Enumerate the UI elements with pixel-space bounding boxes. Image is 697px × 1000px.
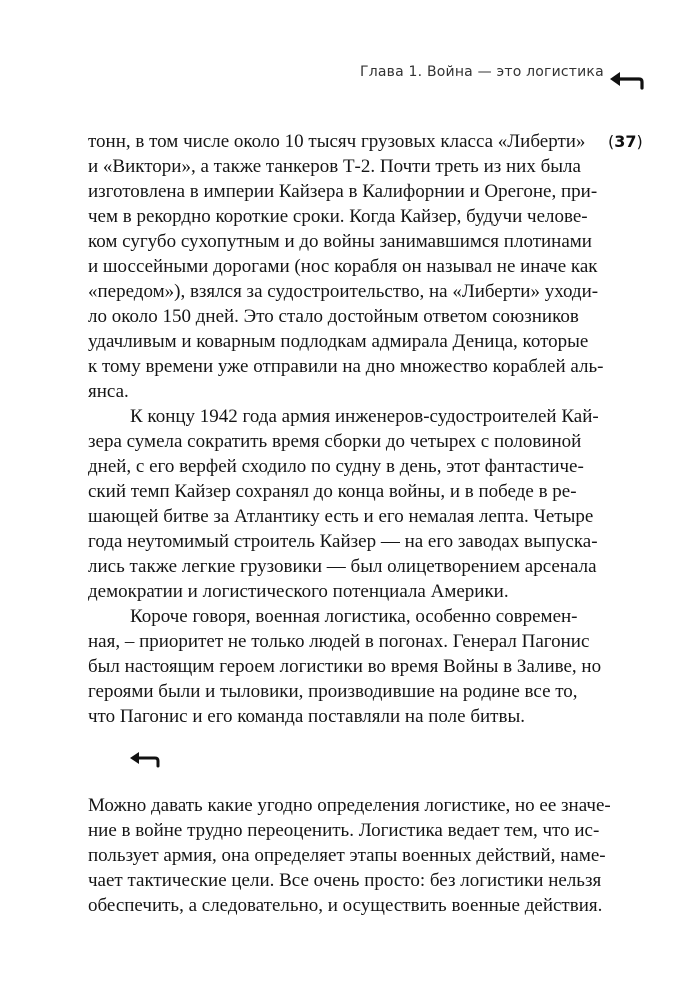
text-line: зера сумела сократить время сборки до четырех с половиной — [88, 431, 582, 452]
return-arrow-icon[interactable] — [608, 70, 644, 90]
text-line: изготовлена в империи Кайзера в Калифорнии и Орегоне, при- — [88, 181, 598, 202]
text-line: и «Виктори», а также танкеров Т-2. Почти треть из них была — [88, 156, 581, 177]
text-line: к тому времени уже отправили на дно множество кораблей аль- — [88, 356, 604, 377]
text-line: демократии и логистического потенциала Америки. — [88, 581, 509, 602]
text-line: и шоссейными дорогами (нос корабля он называл не иначе как — [88, 256, 598, 277]
text-line: тонн, в том числе около 10 тысяч грузовых класса «Либерти» — [88, 131, 586, 152]
running-header-chapter-title: Глава 1. Война — это логистика — [360, 64, 604, 80]
text-line: ние в войне трудно переоценить. Логистика ведает тем, что ис- — [88, 820, 600, 841]
text-line: Можно давать какие угодно определения логистике, но ее значе- — [88, 795, 611, 816]
text-line: года неутомимый строитель Кайзер — на его заводах выпуска- — [88, 531, 598, 552]
text-line: К концу 1942 года армия инженеров-судостроителей Кай- — [130, 406, 599, 427]
text-line: чает тактические цели. Все очень просто: без логистики нельзя — [88, 870, 602, 891]
text-line: обеспечить, а следовательно, и осуществить военные действия. — [88, 895, 603, 916]
page-number: (37) — [608, 132, 643, 151]
text-line: пользует армия, она определяет этапы военных действий, наме- — [88, 845, 606, 866]
text-line: ский темп Кайзер сохранял до конца войны, и в победе в ре- — [88, 481, 577, 502]
text-line: удачливым и коварным подлодкам адмирала Деница, которые — [88, 331, 589, 352]
text-line: лись также легкие грузовики — был олицетворением арсенала — [88, 556, 597, 577]
return-arrow-icon[interactable] — [128, 750, 160, 768]
text-line: ная, – приоритет не только людей в погонах. Генерал Пагонис — [88, 631, 590, 652]
text-line: чем в рекордно короткие сроки. Когда Кайзер, будучи челове- — [88, 206, 588, 227]
text-line: шающей битве за Атлантику есть и его немалая лепта. Четыре — [88, 506, 594, 527]
text-line: героями были и тыловики, производившие на родине все то, — [88, 681, 578, 702]
text-line: Короче говоря, военная логистика, особенно современ- — [130, 606, 578, 627]
text-line: янса. — [88, 381, 129, 402]
page-number-value: 37 — [614, 132, 637, 151]
text-line: дней, с его верфей сходило по судну в день, этот фантастиче- — [88, 456, 584, 477]
text-line: «передом»), взялся за судостроительство, на «Либерти» уходи- — [88, 281, 599, 302]
text-line: что Пагонис и его команда поставляли на поле битвы. — [88, 706, 525, 727]
text-line: ло около 150 дней. Это стало достойным ответом союзников — [88, 306, 579, 327]
text-line: ком сугубо сухопутным и до войны занимавшимся плотинами — [88, 231, 592, 252]
text-line: был настоящим героем логистики во время Войны в Заливе, но — [88, 656, 602, 677]
